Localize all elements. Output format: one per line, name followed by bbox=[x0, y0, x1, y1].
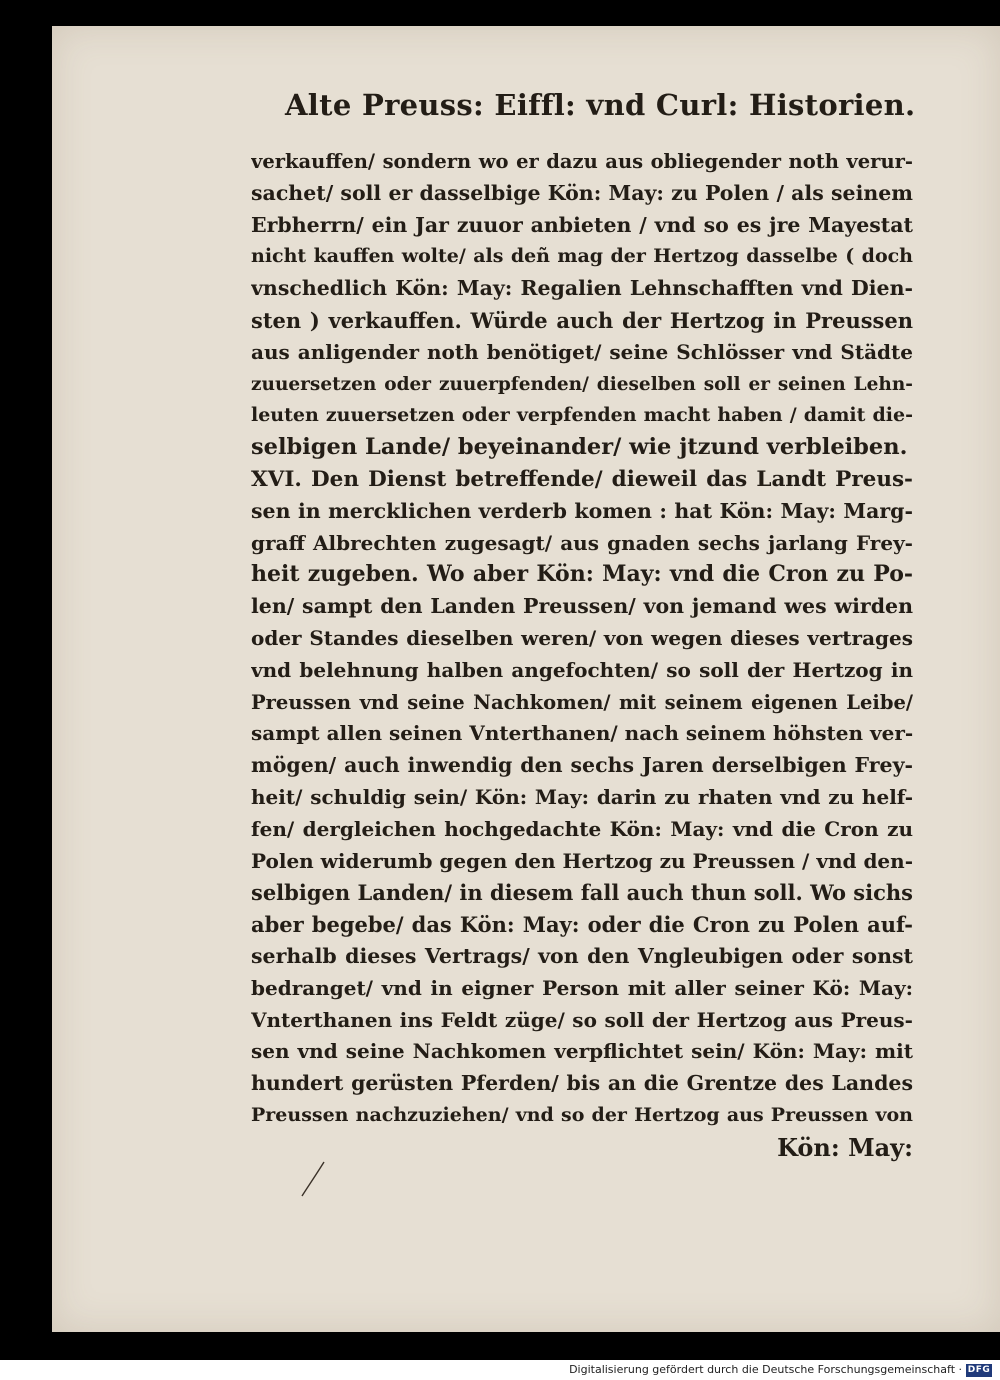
text-line: vnd belehnung halben angefochten/ so soll der Hertzog in bbox=[251, 657, 913, 682]
text-line: sen vnd seine Nachkomen verpflichtet sein/ Kön: May: mit bbox=[251, 1039, 913, 1064]
catchword: Kön: May: bbox=[777, 1132, 913, 1162]
text-line: heit zugeben. Wo aber Kön: May: vnd die Cron zu Po- bbox=[251, 561, 913, 588]
pen-mark bbox=[298, 1158, 328, 1198]
text-line: selbigen Landen/ in diesem fall auch thun soll. Wo sichs bbox=[251, 880, 913, 906]
text-line: selbigen Lande/ beyeinander/ wie jtzund verbleiben. bbox=[251, 434, 908, 461]
text-line: len/ sampt den Landen Preussen/ von jemand wes wirden bbox=[251, 594, 913, 619]
funding-notice: Digitalisierung gefördert durch die Deutsche Forschungsgemeinschaft · bbox=[569, 1363, 962, 1376]
text-line: bedranget/ vnd in eigner Person mit aller seiner Kö: May: bbox=[251, 975, 913, 1000]
text-line: Polen widerumb gegen den Hertzog zu Preussen / vnd den- bbox=[251, 848, 913, 873]
text-line: XVI. Den Dienst betreffende/ dieweil das Landt Preus- bbox=[251, 466, 913, 492]
text-line: sachet/ soll er dasselbige Kön: May: zu Polen / als seinem bbox=[251, 180, 913, 205]
text-line: graff Albrechten zugesagt/ aus gnaden sechs jarlang Frey- bbox=[251, 530, 913, 555]
text-line: Erbherrn/ ein Jar zuuor anbieten / vnd so es jre Mayestat bbox=[251, 212, 913, 237]
text-line: aus anligender noth benötiget/ seine Schlösser vnd Städte bbox=[251, 339, 913, 364]
text-line: Vnterthanen ins Feldt züge/ so soll der Hertzog aus Preus- bbox=[251, 1007, 913, 1032]
body-text bbox=[251, 146, 913, 1164]
text-line: oder Standes dieselben weren/ von wegen dieses vertrages bbox=[251, 625, 913, 650]
text-line: verkauffen/ sondern wo er dazu aus obliegender noth verur- bbox=[251, 150, 913, 173]
page-heading: Alte Preuss: Eiffl: vnd Curl: Historien. bbox=[285, 88, 916, 122]
text-line: serhalb dieses Vertrags/ von den Vngleubigen oder sonst bbox=[251, 943, 913, 968]
text-line: aber begebe/ das Kön: May: oder die Cron zu Polen auf- bbox=[251, 912, 913, 938]
text-line: zuuersetzen oder zuuerpfenden/ dieselben soll er seinen Lehn- bbox=[251, 373, 913, 395]
text-line: Preussen vnd seine Nachkomen/ mit seinem eigenen Leibe/ bbox=[251, 690, 913, 714]
text-line: heit/ schuldig sein/ Kön: May: darin zu rhaten vnd zu helf- bbox=[251, 784, 913, 809]
dfg-logo: DFG bbox=[967, 1365, 991, 1375]
text-line: vnschedlich Kön: May: Regalien Lehnschafften vnd Dien- bbox=[251, 276, 913, 301]
text-line: hundert gerüsten Pferden/ bis an die Grentze des Landes bbox=[251, 1071, 913, 1096]
text-line: sten ) verkauffen. Würde auch der Hertzog in Preussen bbox=[251, 307, 913, 333]
text-line: Preussen nachzuziehen/ vnd so der Hertzog aus Preussen von bbox=[251, 1103, 913, 1126]
text-line: nicht kauffen wolte/ als deñ mag der Hertzog dasselbe ( doch bbox=[251, 245, 913, 268]
text-line: sen in mercklichen verderb komen : hat Kön: May: Marg- bbox=[251, 498, 913, 523]
text-line: mögen/ auch inwendig den sechs Jaren derselbigen Frey- bbox=[251, 753, 913, 778]
text-line: sampt allen seinen Vnterthanen/ nach seinem höhsten ver- bbox=[251, 721, 913, 746]
text-line: fen/ dergleichen hochgedachte Kön: May: vnd die Cron zu bbox=[251, 816, 913, 841]
text-line: leuten zuuersetzen oder verpfenden macht haben / damit die- bbox=[251, 404, 913, 427]
